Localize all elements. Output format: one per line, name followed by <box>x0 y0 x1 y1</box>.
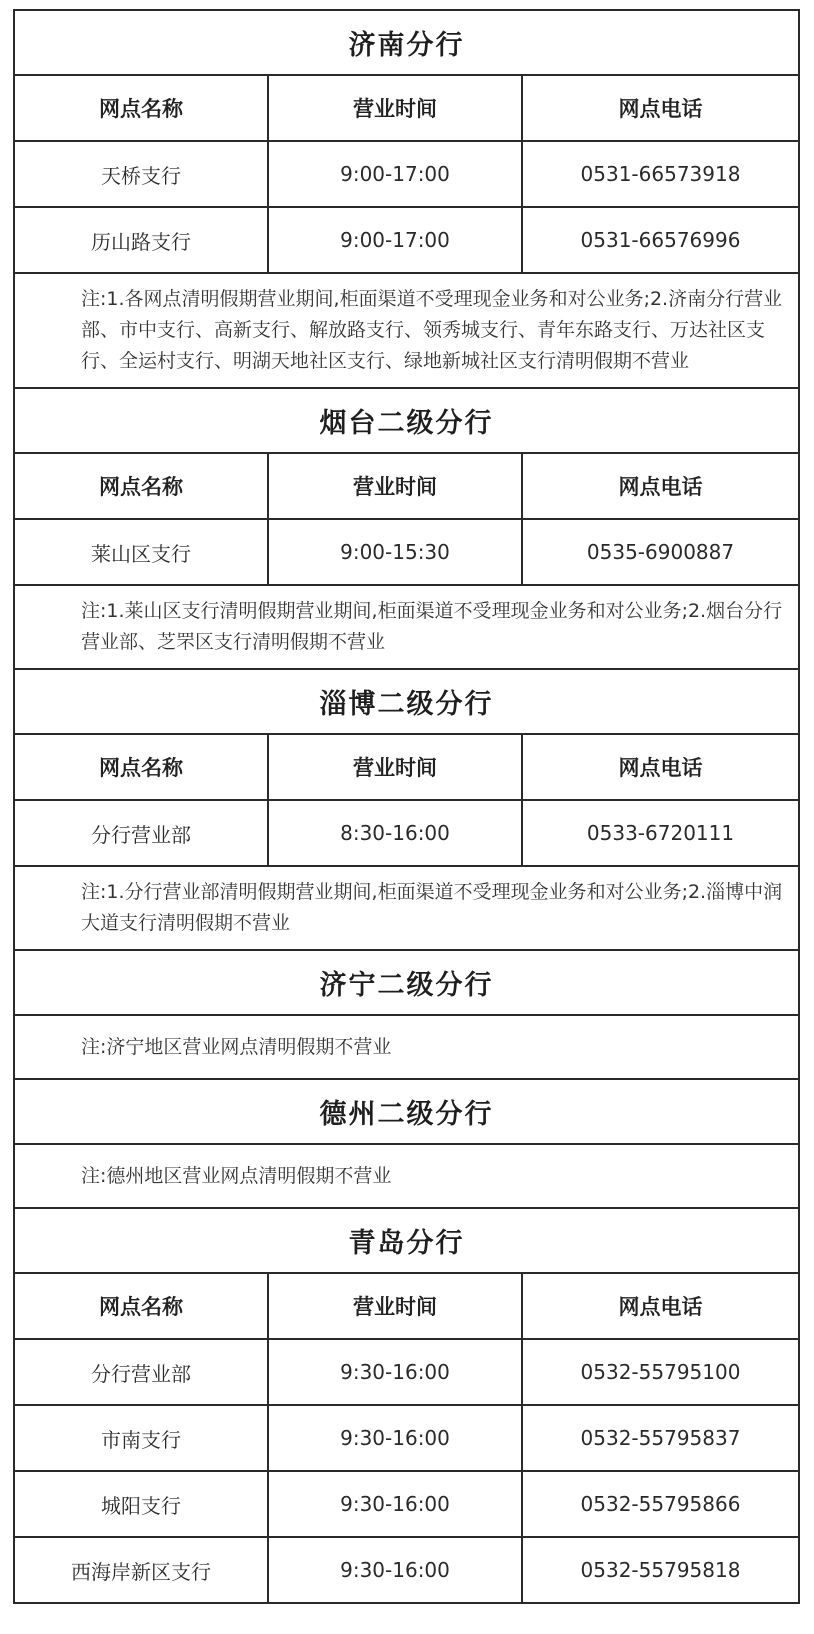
table-row <box>13 801 800 867</box>
section-title-jining: 济宁二级分行 <box>13 951 800 1016</box>
branch-phone: 0532-55795100 <box>521 1340 798 1404</box>
section-title-zibo: 淄博二级分行 <box>13 670 800 735</box>
section-title-jinan: 济南分行 <box>13 9 800 76</box>
section-title-yantai: 烟台二级分行 <box>13 389 800 454</box>
branch-phone: 0531-66573918 <box>521 142 798 206</box>
table-header-row <box>13 1274 800 1340</box>
business-hours: 9:00-15:30 <box>267 520 521 584</box>
section-note: 注:1.各网点清明假期营业期间,柜面渠道不受理现金业务和对公业务;2.济南分行营业部、市中支行、高新支行、解放路支行、领秀城支行、青年东路支行、万达社区支行、全运村支行、明湖天地社区支行、绿地新城社区支行清明假期不营业 <box>13 274 800 389</box>
section-note: 注:济宁地区营业网点清明假期不营业 <box>13 1016 800 1080</box>
branch-phone: 0532-55795866 <box>521 1472 798 1536</box>
table-row <box>13 520 800 586</box>
business-hours: 9:30-16:00 <box>267 1406 521 1470</box>
business-hours: 9:30-16:00 <box>267 1340 521 1404</box>
table-header-row <box>13 76 800 142</box>
header-phone: 网点电话 <box>521 454 798 518</box>
header-phone: 网点电话 <box>521 1274 798 1338</box>
branch-phone: 0535-6900887 <box>521 520 798 584</box>
header-business-hours: 营业时间 <box>267 454 521 518</box>
section-title-dezhou: 德州二级分行 <box>13 1080 800 1145</box>
table-row <box>13 1406 800 1472</box>
branch-name: 城阳支行 <box>101 1493 181 1518</box>
branch-name: 天桥支行 <box>101 163 181 188</box>
branch-phone: 0531-66576996 <box>521 208 798 272</box>
section-note: 注:1.莱山区支行清明假期营业期间,柜面渠道不受理现金业务和对公业务;2.烟台分行营业部、芝罘区支行清明假期不营业 <box>13 586 800 670</box>
branch-name: 市南支行 <box>101 1427 181 1452</box>
header-branch-name: 网点名称 <box>99 756 183 780</box>
table-header-row <box>13 735 800 801</box>
branch-name: 历山路支行 <box>91 229 191 254</box>
branch-name: 分行营业部 <box>91 1361 191 1386</box>
header-phone: 网点电话 <box>521 76 798 140</box>
header-branch-name: 网点名称 <box>99 97 183 121</box>
branch-name: 西海岸新区支行 <box>71 1559 211 1584</box>
branch-name: 莱山区支行 <box>91 541 191 566</box>
table-row <box>13 1538 800 1604</box>
section-note: 注:德州地区营业网点清明假期不营业 <box>13 1145 800 1209</box>
branch-phone: 0532-55795837 <box>521 1406 798 1470</box>
business-hours: 9:30-16:00 <box>267 1538 521 1602</box>
business-hours: 9:00-17:00 <box>267 142 521 206</box>
header-business-hours: 营业时间 <box>267 735 521 799</box>
branch-phone: 0532-55795818 <box>521 1538 798 1602</box>
business-hours: 9:00-17:00 <box>267 208 521 272</box>
branch-phone: 0533-6720111 <box>521 801 798 865</box>
table-row <box>13 142 800 208</box>
branch-schedule-table <box>13 9 800 1604</box>
table-row <box>13 1472 800 1538</box>
section-title-qingdao: 青岛分行 <box>13 1209 800 1274</box>
header-branch-name: 网点名称 <box>99 475 183 499</box>
business-hours: 8:30-16:00 <box>267 801 521 865</box>
business-hours: 9:30-16:00 <box>267 1472 521 1536</box>
header-phone: 网点电话 <box>521 735 798 799</box>
section-note: 注:1.分行营业部清明假期营业期间,柜面渠道不受理现金业务和对公业务;2.淄博中润大道支行清明假期不营业 <box>13 867 800 951</box>
table-header-row <box>13 454 800 520</box>
table-row <box>13 208 800 274</box>
branch-name: 分行营业部 <box>91 822 191 847</box>
header-business-hours: 营业时间 <box>267 76 521 140</box>
header-branch-name: 网点名称 <box>99 1295 183 1319</box>
table-row <box>13 1340 800 1406</box>
header-business-hours: 营业时间 <box>267 1274 521 1338</box>
